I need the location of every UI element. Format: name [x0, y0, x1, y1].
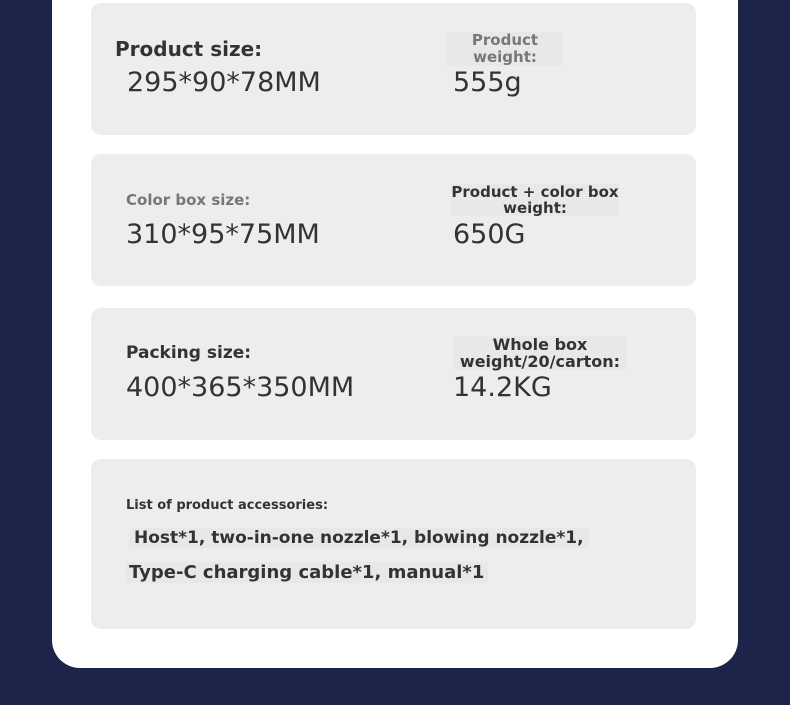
- accessories-line-1: Host*1, two-in-one nozzle*1, blowing nozzle*1,: [129, 528, 589, 548]
- product-size-label: Product size:: [115, 37, 263, 61]
- accessories-line-2: Type-C charging cable*1, manual*1: [125, 562, 488, 583]
- packing-size-value: 400*365*350MM: [126, 372, 355, 403]
- whole-box-weight-label: Whole box weight/20/carton:: [453, 336, 627, 370]
- color-box-size-label: Color box size:: [126, 191, 251, 209]
- accessories-label: List of product accessories:: [126, 498, 329, 513]
- spec-panel-packing: [91, 308, 696, 440]
- color-box-size-value: 310*95*75MM: [126, 219, 320, 250]
- spec-panel-product: [91, 3, 696, 135]
- product-weight-label: Product weight:: [447, 32, 563, 66]
- accessories-panel: [91, 459, 696, 629]
- whole-box-weight-value: 14.2KG: [453, 372, 552, 403]
- product-color-box-weight-value: 650G: [453, 219, 526, 250]
- product-color-box-weight-label: Product + color box weight:: [451, 183, 619, 217]
- packing-size-label: Packing size:: [126, 343, 252, 363]
- spec-panel-color-box: [91, 154, 696, 286]
- product-weight-value: 555g: [453, 67, 522, 98]
- product-size-value: 295*90*78MM: [127, 67, 321, 98]
